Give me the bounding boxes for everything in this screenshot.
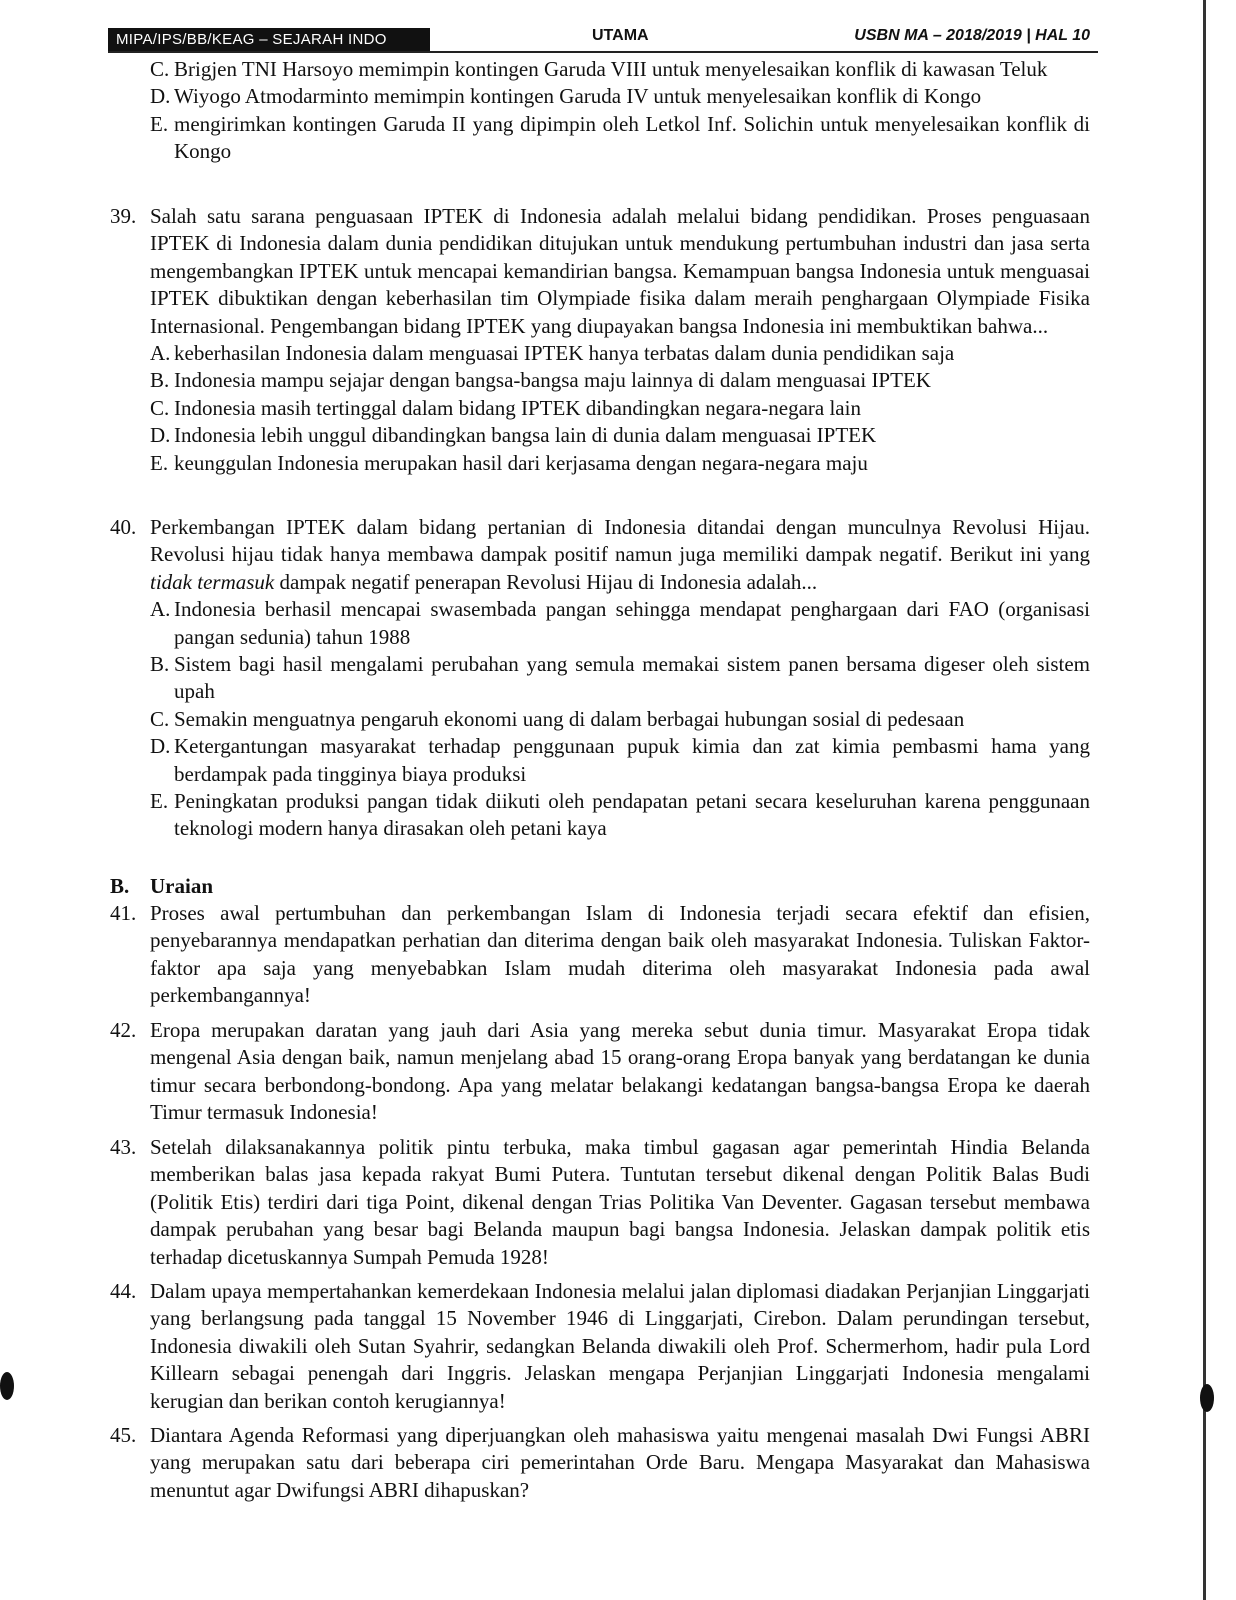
option-e (150, 788, 1090, 843)
question-41 (110, 900, 1090, 1010)
question-text: Dalam upaya mempertahankan kemerdekaan Indonesia melalui jalan diplomasi diadakan Perjanjian Linggarjati yang berlangsung pada tanggal 15 November 1946 di Linggarjati, Cirebon. Dalam perundingan tersebut, Indonesia diwakili oleh Sutan Syahrir, sedangkan Belanda diwakili oleh Prof. Schermerhom, hadir pula Lord Killearn sebagai penengah dari Inggris. Jelaskan mengapa Perjanjian Linggarjati Indonesia mengalami kerugian dan berikan contoh kerugiannya! (150, 1279, 1090, 1413)
option-letter: B. (150, 652, 170, 677)
question-43 (110, 1134, 1090, 1271)
option-letter: E. (150, 789, 169, 814)
option-text: Peningkatan produksi pangan tidak diikuti oleh pendapatan petani secara keseluruhan karena penggunaan teknologi modern hanya dirasakan oleh petani kaya (174, 789, 1090, 841)
option-letter: A. (150, 597, 171, 622)
option-e (150, 450, 1090, 477)
question-text: Eropa merupakan daratan yang jauh dari Asia yang mereka sebut dunia timur. Masyarakat Eropa tidak mengenal Asia dengan baik, namun menjelang abad 15 orang-orang Eropa banyak yang berdatangan ke dunia timur secara berbondong-bondong. Apa yang melatar belakangi kedatangan bangsa-bangsa Eropa ke daerah Timur termasuk Indonesia! (150, 1018, 1090, 1125)
header-type: UTAMA (592, 27, 649, 44)
option-text: Indonesia mampu sejajar dengan bangsa-bangsa maju lainnya di dalam menguasai IPTEK (174, 368, 931, 393)
question-text-part: dampak negatif penerapan Revolusi Hijau di Indonesia adalah... (274, 569, 818, 594)
option-text: mengirimkan kontingen Garuda II yang dipimpin oleh Letkol Inf. Solichin untuk menyelesaikan konflik di Kongo (174, 111, 1090, 164)
question-text: Salah satu sarana penguasaan IPTEK di Indonesia adalah melalui bidang pendidikan. Proses penguasaan IPTEK di Indonesia dalam dunia pendidikan ditujukan untuk mendukung pertumbuhan industri dan jasa serta mengembangkan IPTEK untuk mencapai kemandirian bangsa. Kemampuan bangsa Indonesia untuk menguasai IPTEK dibuktikan dengan keberhasilan tim Olympiade fisika dalam meraih penghargaan Olympiade Fisika Internasional. Pengembangan bidang IPTEK yang diupayakan bangsa Indonesia ini membuktikan bahwa... (150, 204, 1090, 338)
option-b (150, 367, 1090, 394)
question-number: 42. (110, 1018, 137, 1042)
question-42 (110, 1017, 1090, 1127)
question-number: 39. (110, 204, 137, 228)
option-letter: B. (150, 368, 170, 393)
punch-mark-right (1200, 1384, 1214, 1412)
question-number: 44. (110, 1279, 137, 1303)
option-text: Indonesia lebih unggul dibandingkan bangsa lain di dunia dalam menguasai IPTEK (174, 423, 877, 448)
option-text: Sistem bagi hasil mengalami perubahan yang semula memakai sistem panen bersama digeser oleh sistem upah (174, 652, 1090, 704)
section-letter: B. (110, 874, 130, 898)
question-number: 41. (110, 901, 137, 925)
option-b (150, 651, 1090, 706)
punch-mark-left (0, 1372, 14, 1400)
option-letter: C. (150, 57, 170, 81)
option-c (150, 706, 1090, 733)
option-letter: C. (150, 706, 170, 731)
question-text: Setelah dilaksanakannya politik pintu terbuka, maka timbul gagasan agar pemerintah Hindia Belanda memberikan balas jasa kepada rakyat Bumi Putera. Tuntutan tersebut dikenal dengan Politik Balas Budi (Politik Etis) terdiri dari tiga Point, dikenal dengan Trias Politika Van Deventer. Gagasan tersebut membawa dampak perubahan yang besar bagi Belanda maupun bagi bangsa Indonesia. Jelaskan dampak politik etis terhadap dicetuskannya Sumpah Pemuda 1928! (150, 1135, 1090, 1269)
option-text: Semakin menguatnya pengaruh ekonomi uang di dalam berbagai hubungan sosial di pedesaan (174, 706, 965, 731)
question-number: 40. (110, 515, 137, 539)
option-text: Wiyogo Atmodarminto memimpin kontingen Garuda IV untuk menyelesaikan konflik di Kongo (174, 84, 982, 109)
option-text: Indonesia masih tertinggal dalam bidang IPTEK dibandingkan negara-negara lain (174, 395, 861, 420)
option-letter: D. (150, 84, 171, 109)
question-text (150, 514, 1090, 596)
question-text-part: Perkembangan IPTEK dalam bidang pertanian di Indonesia ditandai dengan munculnya Revolusi Hijau. Revolusi hijau tidak hanya membawa dampak positif namun juga memiliki dampak negatif. Berikut ini yang (150, 515, 1090, 567)
section-heading (110, 874, 213, 899)
option-letter: A. (150, 341, 171, 366)
header-subject: MIPA/IPS/BB/KEAG – SEJARAH INDO (108, 28, 430, 52)
question-number: 45. (110, 1423, 137, 1447)
option-letter: E. (150, 111, 169, 136)
header-divider (108, 51, 1098, 53)
question-40 (110, 514, 1090, 843)
option-letter: D. (150, 734, 171, 759)
option-text: Brigjen TNI Harsoyo memimpin kontingen Garuda VIII untuk menyelesaikan konflik di kawasan Teluk (174, 57, 1048, 81)
option-a (150, 596, 1090, 651)
option-text: Indonesia berhasil mencapai swasembada pangan sehingga mendapat penghargaan dari FAO (organisasi pangan sedunia) tahun 1988 (174, 597, 1090, 649)
option-letter: E. (150, 450, 169, 475)
question-44 (110, 1278, 1090, 1415)
option-text: keunggulan Indonesia merupakan hasil dari kerjasama dengan negara-negara maju (174, 450, 868, 475)
question-text: Diantara Agenda Reformasi yang diperjuangkan oleh mahasiswa yaitu mengenai masalah Dwi Fungsi ABRI yang merupakan satu dari beberapa ciri pemerintahan Orde Baru. Mengapa Masyarakat dan Mahasiswa menuntut agar Dwifungsi ABRI dihapuskan? (150, 1423, 1090, 1502)
header-exam-page: USBN MA – 2018/2019 | HAL 10 (854, 27, 1090, 44)
option-c (150, 395, 1090, 422)
question-number: 43. (110, 1135, 137, 1159)
option-c (150, 56, 1090, 83)
option-a (150, 340, 1090, 367)
question-text: Proses awal pertumbuhan dan perkembangan Islam di Indonesia terjadi secara efektif dan efisien, penyebarannya mendapatkan perhatian dan diterima dengan baik oleh masyarakat Indonesia. Tuliskan Faktor-faktor apa saja yang menyebabkan Islam mudah diterima oleh masyarakat Indonesia pada awal perkembangannya! (150, 901, 1090, 1008)
question-45 (110, 1422, 1090, 1504)
scan-edge (1203, 0, 1206, 1600)
question-39 (110, 203, 1090, 477)
question-38-continued (110, 56, 1090, 166)
option-text: Ketergantungan masyarakat terhadap penggunaan pupuk kimia dan zat kimia pembasmi hama yang berdampak pada tingginya biaya produksi (174, 734, 1090, 786)
option-text: keberhasilan Indonesia dalam menguasai IPTEK hanya terbatas dalam dunia pendidikan saja (174, 341, 955, 366)
option-e (150, 111, 1090, 166)
section-title: Uraian (150, 874, 213, 898)
option-letter: C. (150, 395, 170, 420)
option-d (150, 83, 1090, 110)
option-letter: D. (150, 423, 171, 448)
option-d (150, 422, 1090, 449)
question-emphasis: tidak termasuk (150, 569, 275, 594)
option-d (150, 733, 1090, 788)
